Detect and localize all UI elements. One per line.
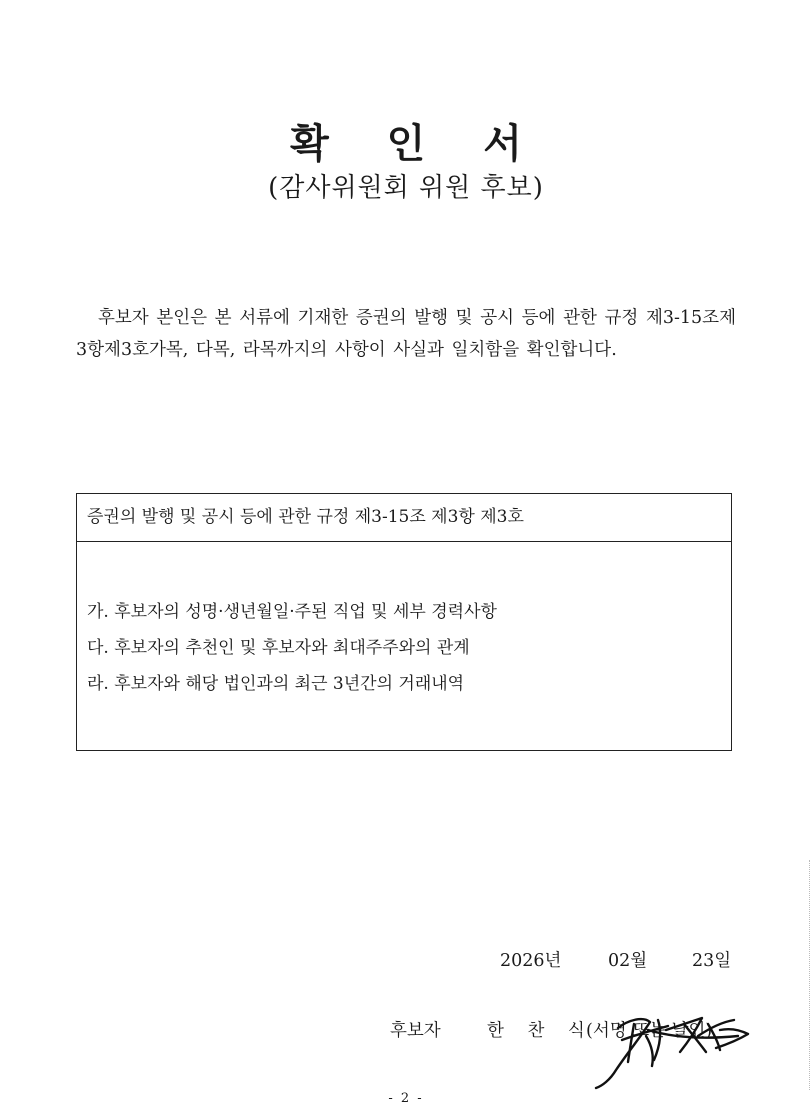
date-day: 23일	[692, 951, 732, 971]
date-year: 2026년	[500, 951, 562, 971]
regulation-item: 가. 후보자의 성명·생년월일·주된 직업 및 세부 경력사항	[87, 602, 497, 622]
confirmation-statement: 후보자 본인은 본 서류에 기재한 증권의 발행 및 공시 등에 관한 규정 제3-15조제3항제3호가목, 다목, 라목까지의 사항이 사실과 일치함을 확인합니다.	[76, 308, 736, 360]
candidate-label: 후보자	[390, 1021, 441, 1041]
signing-date	[500, 946, 740, 976]
document-title: 확 인 서	[290, 120, 544, 167]
scan-edge-mark	[808, 860, 810, 1090]
document-subtitle: (감사위원회 위원 후보)	[268, 173, 544, 203]
date-month: 02월	[608, 951, 648, 971]
regulation-item: 라. 후보자와 해당 법인과의 최근 3년간의 거래내역	[87, 674, 465, 694]
regulation-item-list	[77, 542, 731, 702]
handwritten-signature	[588, 990, 758, 1090]
page-number: - 2 -	[388, 1091, 424, 1106]
regulation-item: 다. 후보자의 추천인 및 후보자와 최대주주와의 관계	[87, 638, 470, 658]
regulation-box	[76, 493, 732, 751]
candidate-name: 한 찬 식	[487, 1021, 594, 1041]
regulation-box-header: 증권의 발행 및 공시 등에 관한 규정 제3-15조 제3항 제3호	[77, 494, 731, 542]
signature-label: (서명 또는 날인)	[586, 1021, 713, 1041]
